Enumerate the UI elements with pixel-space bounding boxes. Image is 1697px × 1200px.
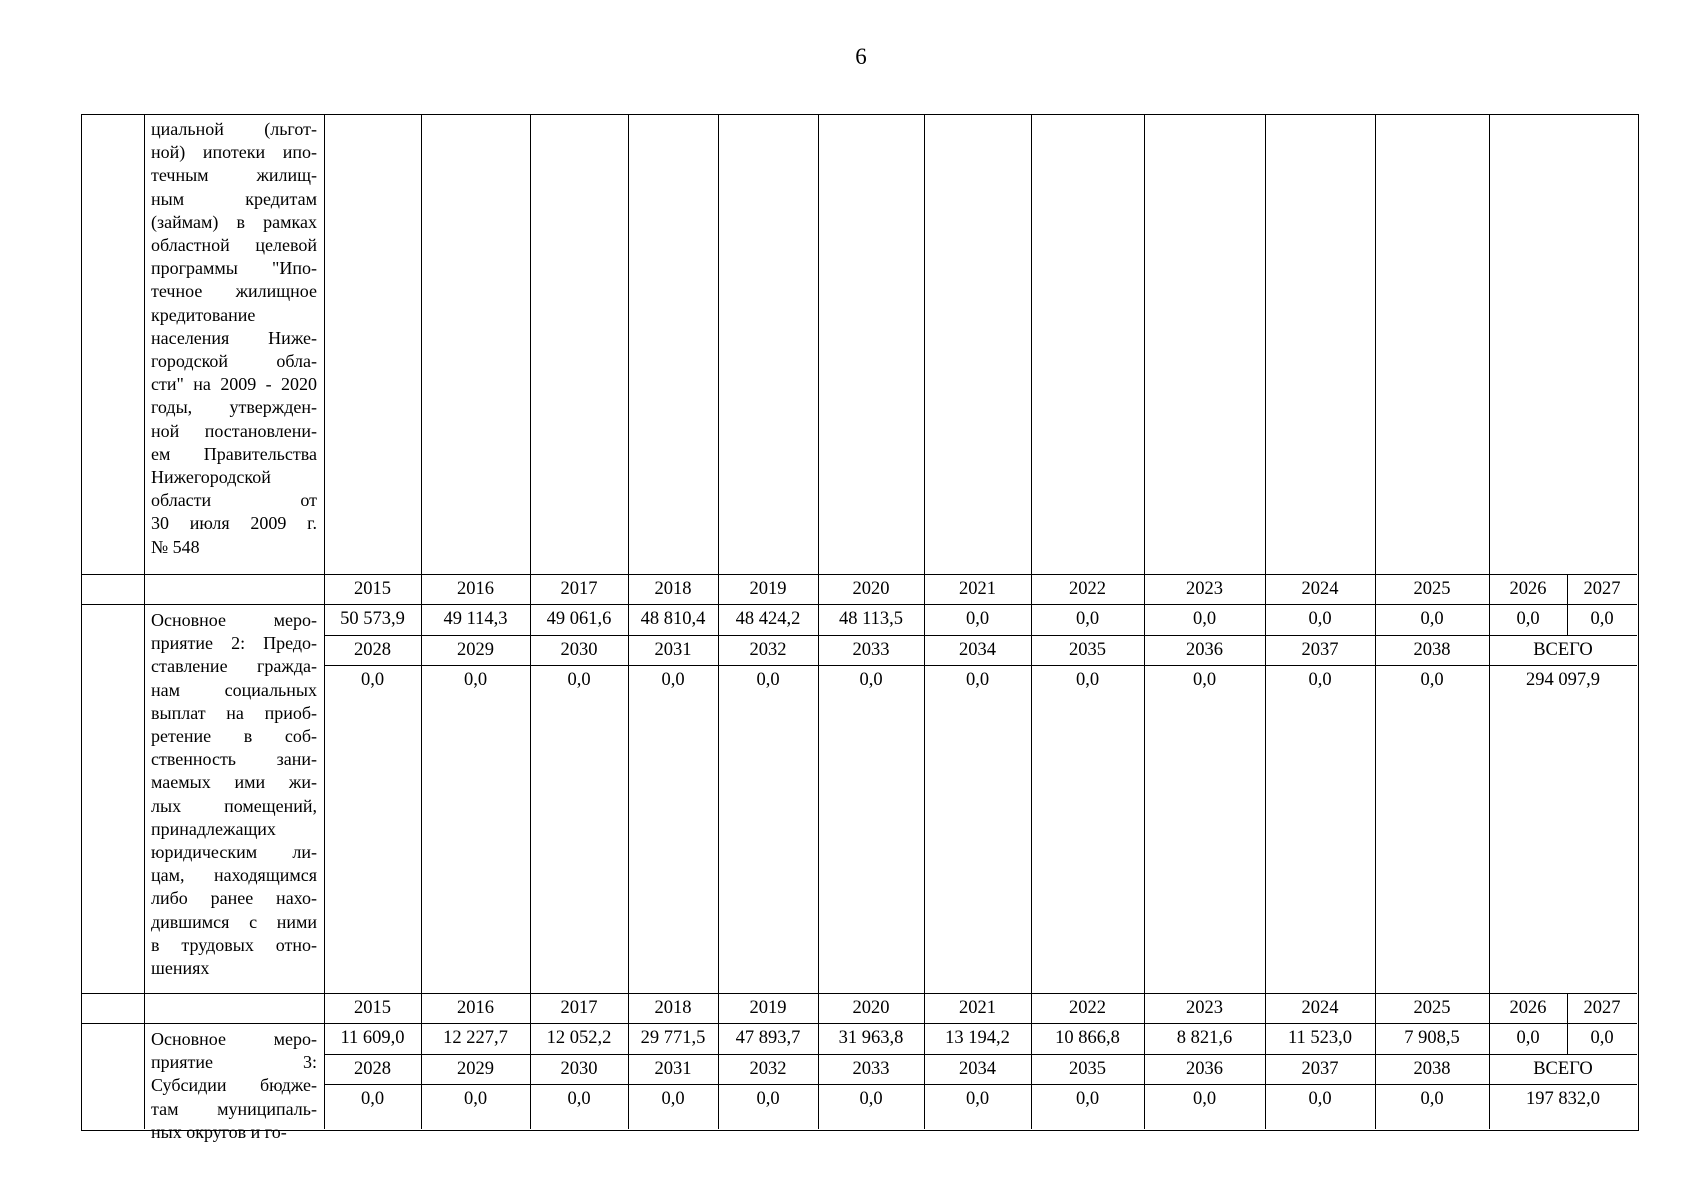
year-cell: 2017 — [560, 579, 598, 599]
year-cell: 2015 — [354, 579, 391, 599]
value-cell: 0,0 — [965, 670, 990, 690]
total-label: ВСЕГО — [1533, 1059, 1593, 1079]
description-line: течное жилищное — [151, 281, 317, 302]
value-cell: 13 194,2 — [945, 1028, 1010, 1048]
year-cell: 2021 — [959, 579, 996, 599]
year-cell: 2020 — [852, 579, 890, 599]
description-line: принадлежащих — [151, 818, 276, 839]
description-line: кредитование — [151, 304, 256, 325]
year-cell: 2033 — [852, 1059, 890, 1079]
description-line: юридическим ли- — [151, 842, 317, 863]
value-cell: 0,0 — [965, 1089, 990, 1109]
description-line: либо ранее нахо- — [151, 888, 317, 909]
value-cell: 29 771,5 — [640, 1028, 706, 1048]
description-line: дившимся с ними — [151, 911, 317, 932]
description-line: области от — [151, 490, 317, 511]
year-cell: 2035 — [1069, 640, 1106, 660]
year-cell: 2015 — [354, 998, 391, 1018]
year-cell: 2022 — [1069, 998, 1106, 1018]
year-cell: 2038 — [1413, 1059, 1451, 1079]
value-cell: 0,0 — [1192, 609, 1217, 629]
measure-description — [151, 609, 317, 980]
year-cell: 2018 — [654, 579, 692, 599]
value-cell: 0,0 — [756, 670, 780, 690]
description-line: № 548 — [151, 536, 200, 557]
value-cell: 49 114,3 — [443, 609, 508, 629]
description-line: приятие 2: Предо- — [151, 633, 317, 654]
description-line: областной целевой — [151, 235, 317, 256]
year-cell: 2036 — [1186, 640, 1223, 660]
value-cell: 8 821,6 — [1176, 1028, 1233, 1048]
year-cell: 2031 — [654, 1059, 692, 1079]
value-cell: 0,0 — [1420, 609, 1444, 629]
column-divider — [144, 114, 145, 1129]
measure-description — [151, 1028, 317, 1144]
year-cell: 2019 — [749, 579, 787, 599]
description-line: приятие 3: — [151, 1052, 317, 1073]
value-cell: 47 893,7 — [735, 1028, 801, 1048]
year-cell: 2032 — [749, 1059, 787, 1079]
value-cell: 0,0 — [567, 1089, 591, 1109]
year-cell: 2031 — [654, 640, 692, 660]
value-cell: 0,0 — [1420, 1089, 1444, 1109]
description-line: Основное меро- — [151, 610, 317, 630]
description-line: цам, находящимся — [151, 865, 317, 886]
description-line: в трудовых отно- — [151, 934, 317, 955]
year-cell: 2023 — [1186, 579, 1223, 599]
year-cell: 2017 — [560, 998, 598, 1018]
description-line: сти" на 2009 - 2020 — [151, 374, 317, 395]
year-cell: 2026 — [1509, 579, 1547, 599]
year-cell: 2034 — [959, 640, 996, 660]
description-line: (займам) в рамках — [151, 211, 317, 232]
year-cell: 2030 — [560, 640, 598, 660]
description-line: Нижегородской — [151, 467, 271, 488]
value-cell: 0,0 — [965, 609, 990, 629]
description-line: ной постановлени- — [151, 420, 317, 441]
year-cell: 2028 — [354, 640, 391, 660]
year-cell: 2029 — [457, 1059, 494, 1079]
year-cell: 2018 — [654, 998, 692, 1018]
year-cell: 2034 — [959, 1059, 996, 1079]
value-cell: 0,0 — [1590, 1028, 1614, 1048]
page-number: 6 — [855, 44, 867, 69]
description-line: лых помещений, — [151, 795, 317, 816]
value-cell: 11 609,0 — [340, 1028, 405, 1048]
year-cell: 2016 — [457, 579, 494, 599]
year-cell: 2037 — [1301, 640, 1339, 660]
value-cell: 0,0 — [1516, 609, 1540, 629]
description-line: там муниципаль- — [151, 1098, 317, 1119]
value-cell: 0,0 — [1590, 609, 1614, 629]
value-cell: 12 052,2 — [546, 1028, 612, 1048]
value-cell: 0,0 — [360, 670, 385, 690]
description-line: годы, утвержден- — [151, 397, 317, 418]
year-cell: 2023 — [1186, 998, 1223, 1018]
value-cell: 0,0 — [567, 670, 591, 690]
description-line: ным кредитам — [151, 188, 317, 209]
value-cell: 0,0 — [661, 670, 685, 690]
year-cell: 2024 — [1301, 579, 1339, 599]
total-label: ВСЕГО — [1533, 640, 1593, 660]
value-cell: 7 908,5 — [1404, 1028, 1460, 1048]
value-cell: 0,0 — [1192, 670, 1217, 690]
value-cell: 0,0 — [1075, 670, 1100, 690]
description-line: течным жилищ- — [151, 165, 317, 186]
value-cell: 0,0 — [1075, 1089, 1100, 1109]
description-line: ных округов и го- — [151, 1121, 287, 1142]
year-cell: 2026 — [1509, 998, 1547, 1018]
value-cell: 12 227,7 — [443, 1028, 508, 1048]
description-line: выплат на приоб- — [151, 702, 317, 723]
value-cell: 11 523,0 — [1287, 1028, 1353, 1048]
description-line: циальной (льгот- — [151, 119, 317, 139]
value-cell: 48 113,5 — [838, 609, 904, 629]
description-line: городской обла- — [151, 351, 317, 372]
value-cell: 0,0 — [859, 670, 883, 690]
year-cell: 2019 — [749, 998, 787, 1018]
value-cell: 0,0 — [1308, 670, 1332, 690]
year-cell: 2030 — [560, 1059, 598, 1079]
year-cell: 2035 — [1069, 1059, 1106, 1079]
description-line: 30 июля 2009 г. — [151, 513, 317, 534]
financing-table — [81, 114, 1639, 1142]
value-cell: 0,0 — [1420, 670, 1444, 690]
description-line: ственность зани- — [151, 749, 317, 770]
year-cell: 2022 — [1069, 579, 1106, 599]
year-cell: 2036 — [1186, 1059, 1223, 1079]
description-line: нам социальных — [151, 679, 317, 700]
year-cell: 2021 — [959, 998, 996, 1018]
value-cell: 0,0 — [756, 1089, 780, 1109]
value-cell: 50 573,9 — [340, 609, 405, 629]
value-cell: 0,0 — [1075, 609, 1100, 629]
year-cell: 2029 — [457, 640, 494, 660]
top-description — [151, 118, 317, 559]
value-cell: 0,0 — [360, 1089, 385, 1109]
value-cell: 0,0 — [463, 670, 488, 690]
value-cell: 31 963,8 — [838, 1028, 904, 1048]
value-cell: 48 810,4 — [640, 609, 706, 629]
value-cell: 0,0 — [1192, 1089, 1217, 1109]
year-cell: 2027 — [1583, 579, 1621, 599]
total-value: 294 097,9 — [1526, 670, 1600, 690]
description-line: маемых ими жи- — [151, 772, 317, 793]
year-cell: 2025 — [1413, 579, 1451, 599]
year-cell: 2028 — [354, 1059, 391, 1079]
value-cell: 0,0 — [661, 1089, 685, 1109]
description-line: ной) ипотеки ипо- — [151, 142, 317, 163]
value-cell: 48 424,2 — [735, 609, 801, 629]
year-cell: 2025 — [1413, 998, 1451, 1018]
year-cell: 2024 — [1301, 998, 1339, 1018]
value-cell: 49 061,6 — [546, 609, 612, 629]
description-line: шениях — [151, 958, 210, 979]
value-cell: 0,0 — [1516, 1028, 1540, 1048]
year-cell: 2037 — [1301, 1059, 1339, 1079]
description-line: Основное меро- — [151, 1029, 317, 1049]
description-line: Субсидии бюдже- — [151, 1075, 317, 1096]
year-cell: 2016 — [457, 998, 494, 1018]
value-cell: 0,0 — [1308, 609, 1332, 629]
value-cell: 0,0 — [859, 1089, 883, 1109]
description-line: программы "Ипо- — [151, 258, 317, 279]
value-cell: 0,0 — [1308, 1089, 1332, 1109]
total-value: 197 832,0 — [1526, 1089, 1600, 1109]
year-cell: 2027 — [1583, 998, 1621, 1018]
year-cell: 2033 — [852, 640, 890, 660]
year-cell: 2020 — [852, 998, 890, 1018]
year-cell: 2032 — [749, 640, 787, 660]
year-cell: 2038 — [1413, 640, 1451, 660]
description-line: ем Правительства — [151, 443, 317, 464]
description-line: ставление гражда- — [151, 656, 317, 677]
description-line: населения Ниже- — [151, 327, 317, 348]
description-line: ретение в соб- — [151, 726, 317, 747]
value-cell: 0,0 — [463, 1089, 488, 1109]
value-cell: 10 866,8 — [1055, 1028, 1120, 1048]
